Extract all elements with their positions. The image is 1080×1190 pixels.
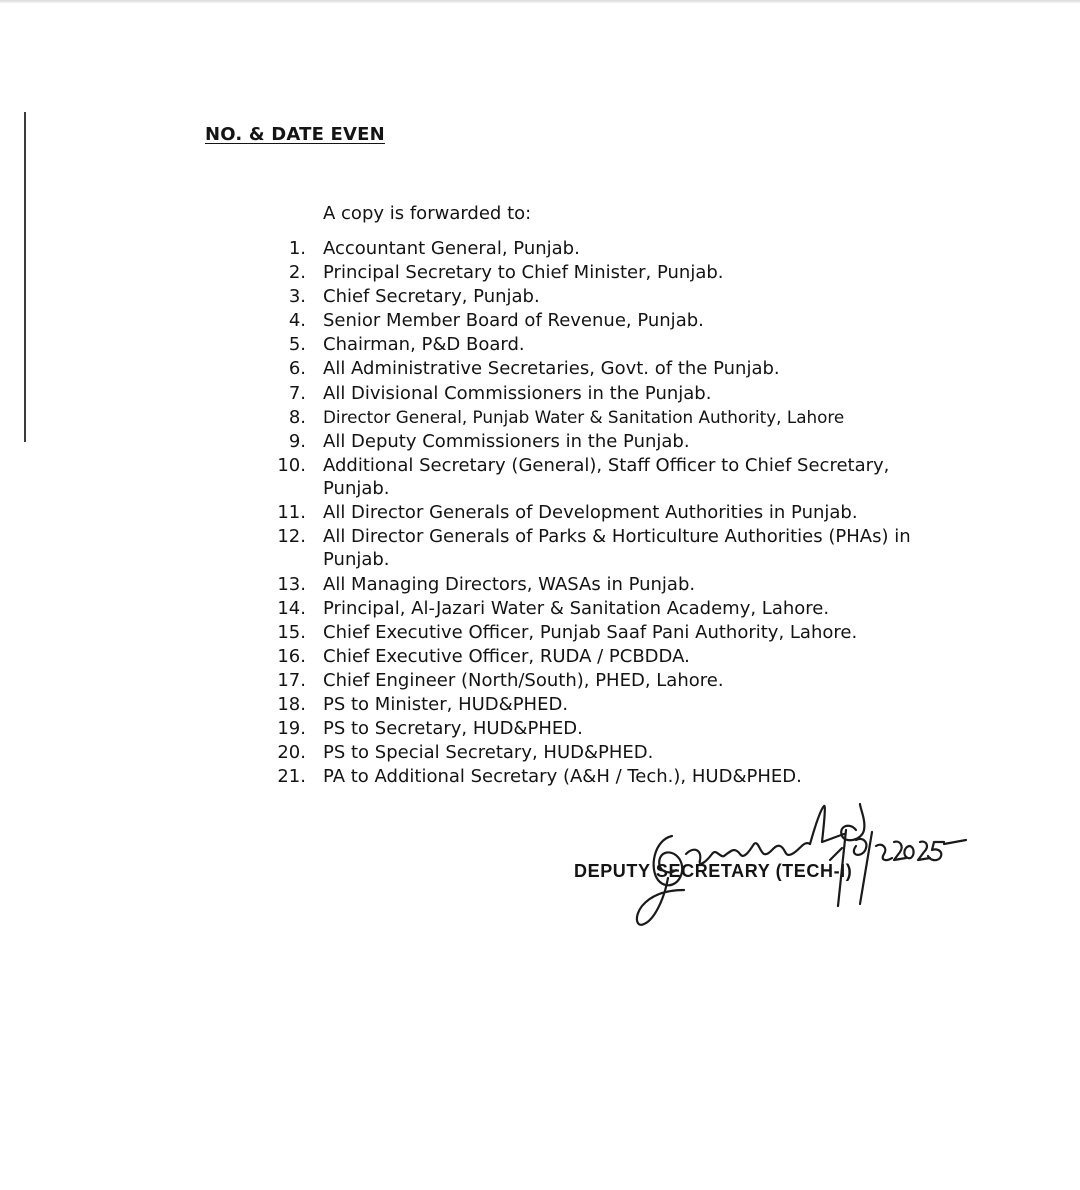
recipient-text: Chief Executive Officer, Punjab Saaf Pani Authority, Lahore.	[323, 621, 858, 643]
recipient-number: 18.	[277, 694, 306, 715]
recipient-number: 16.	[277, 645, 306, 667]
recipient-number: 5.	[288, 334, 306, 356]
recipient-item	[262, 573, 942, 596]
recipient-item	[262, 237, 942, 260]
recipient-text: All Managing Directors, WASAs in Punjab.	[323, 573, 696, 595]
recipient-number: 17.	[277, 669, 306, 691]
recipient-item	[262, 645, 942, 668]
scan-margin-line	[24, 112, 26, 442]
recipient-text: Director General, Punjab Water & Sanitation Authority, Lahore	[323, 406, 845, 427]
recipient-item	[262, 357, 942, 380]
recipient-item	[262, 454, 942, 500]
recipient-text: PS to Secretary, HUD&PHED.	[323, 718, 583, 740]
recipient-text: Accountant General, Punjab.	[323, 238, 580, 259]
recipient-number: 7.	[288, 382, 306, 404]
recipient-item	[262, 717, 942, 740]
recipient-number: 4.	[288, 310, 306, 332]
recipient-text: PS to Special Secretary, HUD&PHED.	[323, 742, 654, 764]
document-reference-heading: NO. & DATE EVEN	[205, 124, 385, 145]
page-top-edge	[0, 0, 1080, 3]
recipient-item	[262, 765, 942, 788]
recipient-text: All Deputy Commissioners in the Punjab.	[323, 430, 690, 452]
recipient-number: 20.	[277, 742, 306, 764]
recipient-item	[262, 406, 942, 429]
recipient-text: All Director Generals of Development Authorities in Punjab.	[323, 502, 858, 524]
recipient-item	[262, 741, 942, 764]
recipient-number: 2.	[288, 262, 306, 284]
recipient-number: 12.	[277, 526, 306, 548]
recipient-text: Chief Engineer (North/South), PHED, Lahore.	[323, 669, 724, 691]
recipient-text: All Director Generals of Parks & Horticulture Authorities (PHAs) in Punjab.	[323, 526, 911, 571]
recipient-item	[262, 621, 942, 644]
recipient-number: 21.	[277, 766, 306, 788]
recipient-item	[262, 669, 942, 692]
recipient-item	[262, 333, 942, 356]
recipient-number: 6.	[288, 358, 306, 380]
signatory-designation: DEPUTY SECRETARY (TECH-I)	[574, 861, 853, 881]
recipient-text: Senior Member Board of Revenue, Punjab.	[323, 310, 704, 332]
recipient-number: 1.	[288, 238, 306, 259]
recipient-item	[262, 382, 942, 405]
recipient-number: 8.	[288, 406, 306, 428]
recipient-item	[262, 693, 942, 716]
recipient-number: 19.	[277, 718, 306, 740]
forwarding-intro: A copy is forwarded to:	[323, 203, 532, 224]
recipient-text: Chairman, P&D Board.	[323, 334, 525, 356]
recipient-item	[262, 501, 942, 524]
recipient-item	[262, 285, 942, 308]
recipient-text: PS to Minister, HUD&PHED.	[323, 694, 569, 715]
recipient-text: Additional Secretary (General), Staff Officer to Chief Secretary, Punjab.	[323, 454, 890, 500]
recipient-text: Principal, Al-Jazari Water & Sanitation Academy, Lahore.	[323, 597, 830, 619]
recipient-item	[262, 261, 942, 284]
recipient-number: 14.	[277, 597, 306, 619]
recipient-text: PA to Additional Secretary (A&H / Tech.), HUD&PHED.	[323, 766, 802, 788]
recipient-item	[262, 430, 942, 453]
recipient-number: 9.	[288, 430, 306, 452]
recipient-text: Chief Executive Officer, RUDA / PCBDDA.	[323, 645, 690, 667]
recipient-number: 13.	[277, 573, 306, 595]
signature-block	[574, 800, 994, 940]
recipient-text: All Administrative Secretaries, Govt. of the Punjab.	[323, 358, 780, 380]
recipient-text: Chief Secretary, Punjab.	[323, 286, 540, 308]
recipient-list	[262, 237, 942, 789]
handwritten-signature	[624, 800, 984, 940]
recipient-text: Principal Secretary to Chief Minister, Punjab.	[323, 262, 724, 284]
recipient-number: 11.	[277, 502, 306, 524]
recipient-text: All Divisional Commissioners in the Punjab.	[323, 382, 712, 404]
recipient-item	[262, 309, 942, 332]
recipient-item	[262, 525, 942, 571]
recipient-item	[262, 597, 942, 620]
recipient-number: 15.	[277, 621, 306, 643]
recipient-number: 10.	[277, 454, 306, 476]
recipient-number: 3.	[288, 286, 306, 308]
